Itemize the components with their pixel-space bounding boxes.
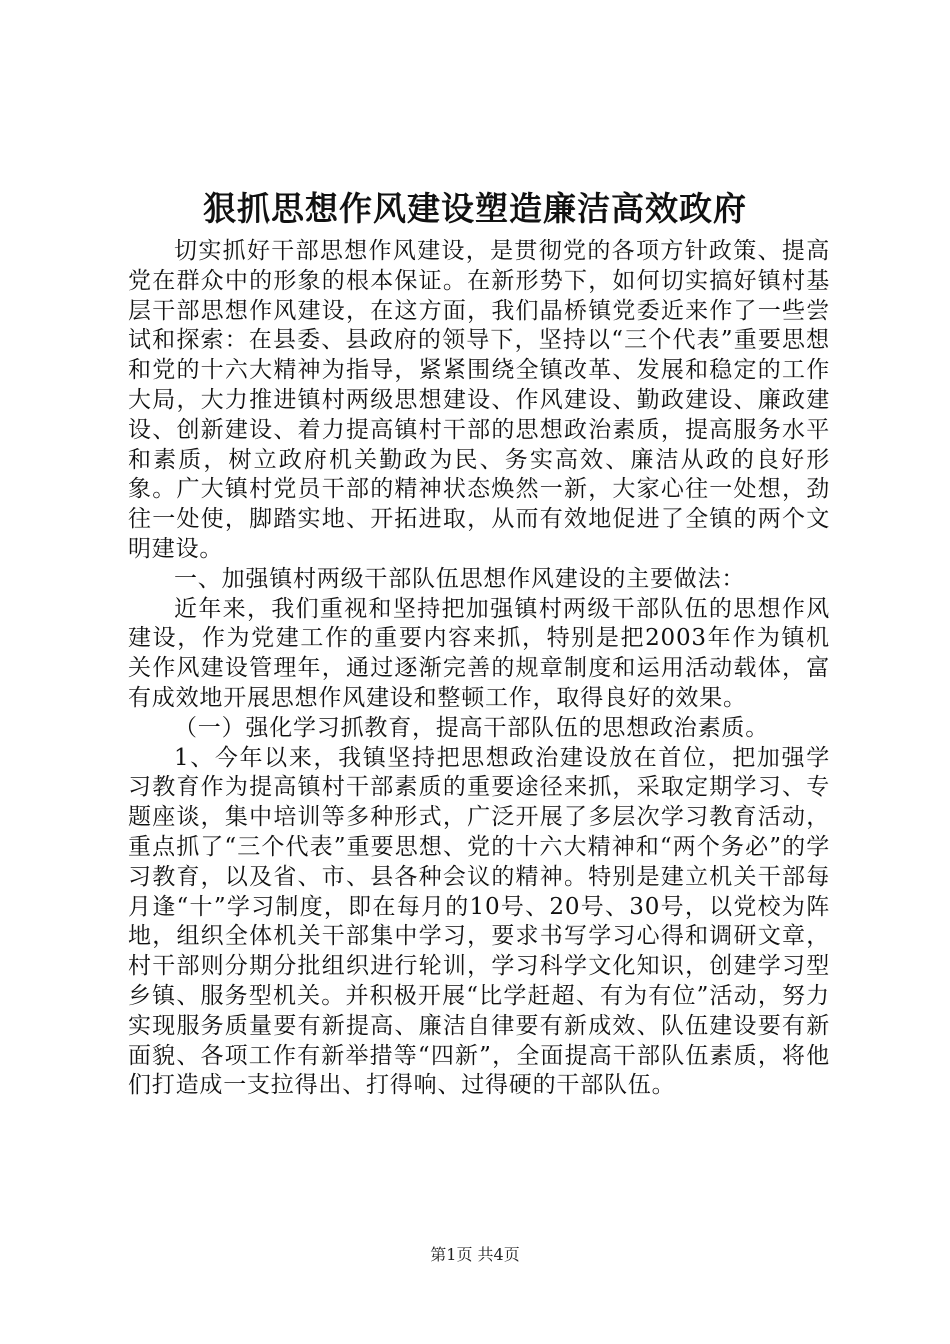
paragraph-intro: 切实抓好干部思想作风建设，是贯彻党的各项方针政策、提高党在群众中的形象的根本保证。在新形势下，如何切实搞好镇村基层干部思想作风建设，在这方面，我们晶桥镇党委近来作了一些尝试和探索：在县委、县政府的领导下，坚持以“三个代表”重要思想和党的十六大精神为指导，紧紧围绕全镇改革、发展和稳定的工作大局，大力推进镇村两级思想建设、作风建设、勤政建设、廉政建设、创新建设、着力提高镇村干部的思想政治素质，提高服务水平和素质，树立政府机关勤政为民、务实高效、廉洁从政的良好形象。广大镇村党员干部的精神状态焕然一新，大家心往一处想，劲往一处使，脚踏实地、开拓进取，从而有效地促进了全镇的两个文明建设。 — [128, 238, 830, 562]
document-body — [128, 237, 830, 1101]
paragraph-section-1: 近年来，我们重视和坚持把加强镇村两级干部队伍的思想作风建设，作为党建工作的重要内容来抓，特别是把2003年作为镇机关作风建设管理年，通过逐渐完善的规章制度和运用活动载体，富有成效地开展思想作风建设和整顿工作，取得良好的效果。 — [128, 595, 830, 711]
subsection-heading-1: （一）强化学习抓教育，提高干部队伍的思想政治素质。 — [174, 714, 769, 741]
section-heading-1: 一、加强镇村两级干部队伍思想作风建设的主要做法： — [174, 565, 746, 592]
page-footer: 第1页 共4页 — [430, 1245, 520, 1264]
paragraph-item-1: 1、今年以来，我镇坚持把思想政治建设放在首位，把加强学习教育作为提高镇村干部素质的重要途径来抓，采取定期学习、专题座谈，集中培训等多种形式，广泛开展了多层次学习教育活动，重点抓了“三个代表”重要思想、党的十六大精神和“两个务必”的学习教育，以及省、市、县各种会议的精神。特别是建立机关干部每月逢“十”学习制度，即在每月的10号、20号、30号，以党校为阵地，组织全体机关干部集中学习，要求书写学习心得和调研文章，村干部则分期分批组织进行轮训，学习科学文化知识，创建学习型乡镇、服务型机关。并积极开展“比学赶超、有为有位”活动，努力实现服务质量要有新提高、廉洁自律要有新成效、队伍建设要有新面貌、各项工作有新举措等“四新”，全面提高干部队伍素质，将他们打造成一支拉得出、打得响、过得硬的干部队伍。 — [128, 744, 830, 1099]
document-title: 狠抓思想作风建设塑造廉洁高效政府 — [203, 189, 747, 228]
